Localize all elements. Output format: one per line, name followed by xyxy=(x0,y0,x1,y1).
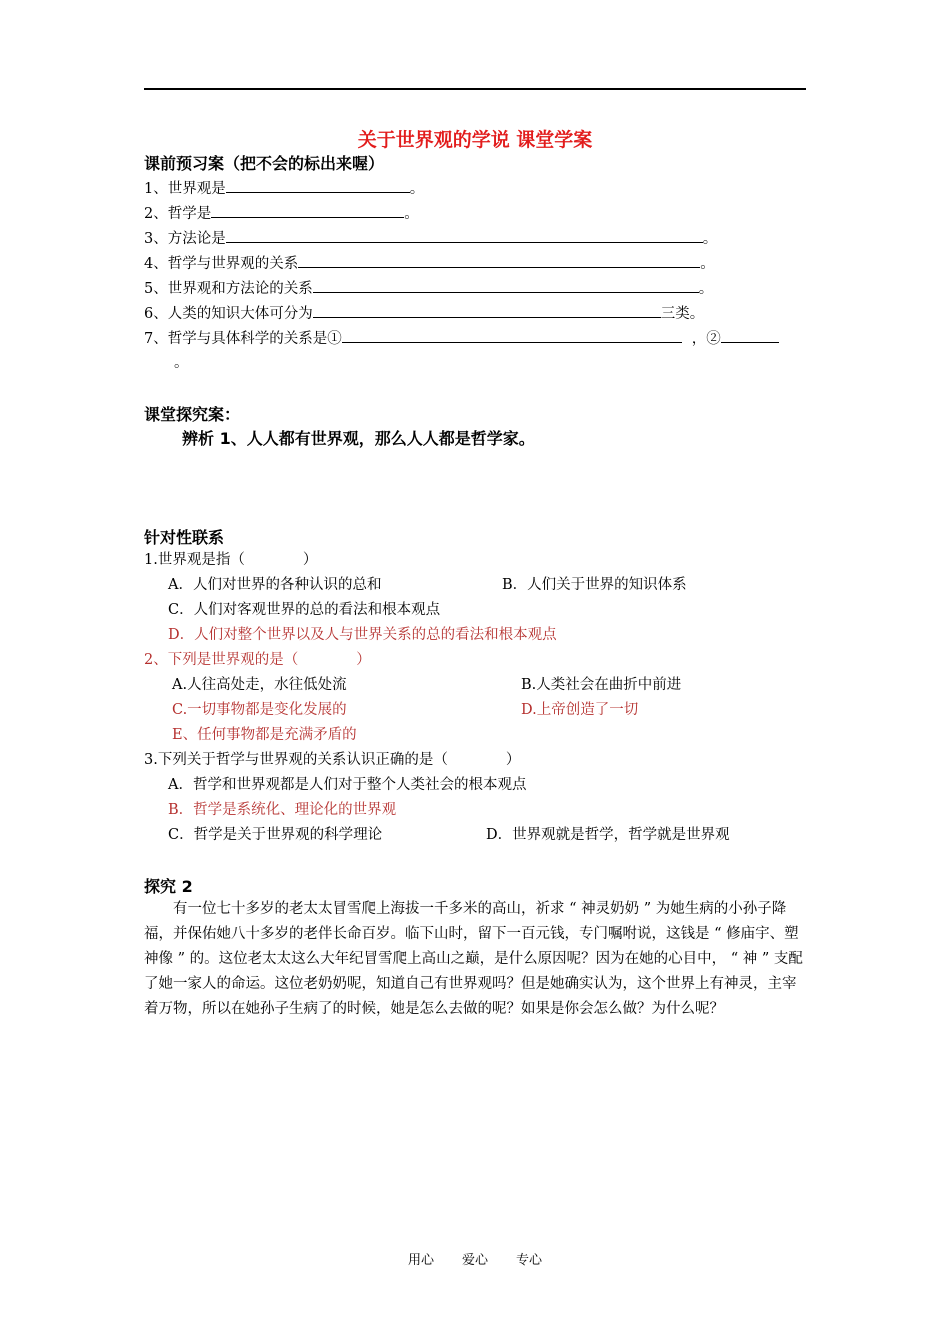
header-rule xyxy=(144,88,806,90)
q1-stem: 1.世界观是指（ ） xyxy=(144,552,318,568)
q3-option-b: B．哲学是系统化、理论化的世界观 xyxy=(168,802,397,818)
q2-option-e: E、任何事物都是充满矛盾的 xyxy=(172,727,357,743)
answer-blank[interactable] xyxy=(313,302,661,318)
explore-question: 辨析 1、人人都有世界观，那么人人都是哲学家。 xyxy=(182,429,535,448)
footer-word: 爱心 xyxy=(461,1253,488,1268)
q3-option-d: D．世界观就是哲学，哲学就是世界观 xyxy=(486,827,730,843)
page-title: 关于世界观的学说 课堂学案 xyxy=(357,129,593,151)
explore-heading: 课堂探究案： xyxy=(144,405,241,424)
q2-option-a: A.人往高处走，水往低处流 xyxy=(172,677,347,693)
q2-option-d: D.上帝创造了一切 xyxy=(521,702,639,718)
preview-item-1: 1、世界观是 。 xyxy=(144,177,424,199)
preview-item-5: 5、世界观和方法论的关系 。 xyxy=(144,277,713,299)
q1-option-d: D．人们对整个世界以及人与世界关系的总的看法和根本观点 xyxy=(168,627,557,643)
q2-stem: 2、下列是世界观的是（ ） xyxy=(144,652,371,668)
footer-word: 专心 xyxy=(516,1253,543,1268)
preview-item-7-tail: 。 xyxy=(174,355,189,371)
answer-blank[interactable] xyxy=(226,227,703,243)
q1-option-a: A．人们对世界的各种认识的总和 xyxy=(168,577,382,593)
preview-item-4: 4、哲学与世界观的关系 。 xyxy=(144,252,715,274)
q1-option-b: B．人们关于世界的知识体系 xyxy=(502,577,687,593)
practice-heading: 针对性联系 xyxy=(144,528,225,547)
answer-blank[interactable] xyxy=(211,202,404,218)
footer-word: 用心 xyxy=(407,1253,434,1268)
q3-stem: 3.下列关于哲学与世界观的关系认识正确的是（ ） xyxy=(144,752,521,768)
answer-blank[interactable] xyxy=(342,327,682,343)
preview-item-6: 6、人类的知识大体可分为 三类。 xyxy=(144,302,704,324)
explore2-heading: 探究 2 xyxy=(144,877,193,896)
preview-heading: 课前预习案（把不会的标出来喔） xyxy=(144,154,385,173)
preview-item-3: 3、方法论是 。 xyxy=(144,227,717,249)
footer xyxy=(0,1249,950,1268)
answer-blank[interactable] xyxy=(721,327,779,343)
q1-option-c: C．人们对客观世界的总的看法和根本观点 xyxy=(168,602,441,618)
answer-blank[interactable] xyxy=(298,252,700,268)
explore2-paragraph: 有一位七十多岁的老太太冒雪爬上海拔一千多米的高山，祈求 “ 神灵奶奶 ” 为她生病的小孙子降福，并保佑她八十多岁的老伴长命百岁。临下山时，留下一百元钱，专门嘱咐说，这钱是 “ 修庙宇、塑神像 ” 的。这位老太太这么大年纪冒雪爬上高山之巅，是什么原因呢？因为在她的心目中， “ 神 ” 支配了她一家人的命运。这位老奶奶呢，知道自己有世界观吗？但是她确实认为，这个世界上有神灵，主宰着万物，所以在她孙子生病了的时候，她是怎么去做的呢？如果是你会怎么做？为什么呢？ xyxy=(144,901,803,1017)
q2-option-c: C.一切事物都是变化发展的 xyxy=(172,702,347,718)
q3-option-a: A．哲学和世界观都是人们对于整个人类社会的根本观点 xyxy=(168,777,527,793)
answer-blank[interactable] xyxy=(313,277,699,293)
q3-option-c: C．哲学是关于世界观的科学理论 xyxy=(168,827,383,843)
preview-item-7: 7、哲学与具体科学的关系是① ，② xyxy=(144,327,779,349)
q2-option-b: B.人类社会在曲折中前进 xyxy=(521,677,682,693)
preview-item-2: 2、哲学是 。 xyxy=(144,202,419,224)
answer-blank[interactable] xyxy=(226,177,410,193)
